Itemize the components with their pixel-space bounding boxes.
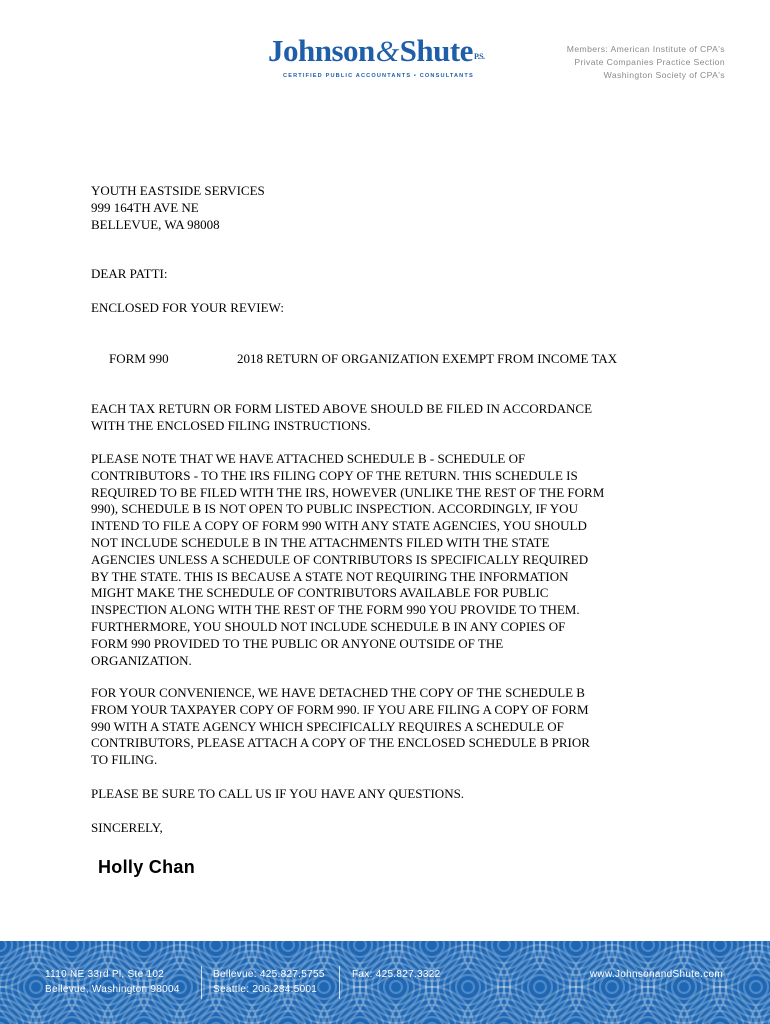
paragraph-line: EACH TAX RETURN OR FORM LISTED ABOVE SHOULD BE FILED IN ACCORDANCE (91, 401, 593, 416)
paragraph-line: MIGHT MAKE THE SCHEDULE OF CONTRIBUTORS AVAILABLE FOR PUBLIC (91, 585, 549, 601)
footer-fax: Fax: 425.827.3322 (352, 969, 441, 980)
paragraph-line: PLEASE NOTE THAT WE HAVE ATTACHED SCHEDULE B - SCHEDULE OF (91, 451, 526, 466)
paragraph-questions (91, 786, 651, 803)
memberships (567, 43, 725, 83)
footer-divider (201, 966, 202, 999)
paragraph-line: REQUIRED TO BE FILED WITH THE IRS, HOWEVER (UNLIKE THE REST OF THE FORM (91, 484, 605, 500)
membership-line: Washington Society of CPA's (603, 70, 725, 81)
firm-name: Johnson&ShuteP.S. (268, 33, 485, 68)
paragraph-schedule-b (91, 451, 651, 669)
paragraph-line: 990), SCHEDULE B IS NOT OPEN TO PUBLIC INSPECTION. ACCORDINGLY, IF YOU (91, 501, 578, 517)
firm-tagline: CERTIFIED PUBLIC ACCOUNTANTS • CONSULTANTS (283, 73, 474, 79)
paragraph-line: PLEASE BE SURE TO CALL US IF YOU HAVE ANY QUESTIONS. (91, 786, 465, 801)
salutation: DEAR PATTI: (91, 266, 168, 281)
paragraph-line: WITH THE ENCLOSED FILING INSTRUCTIONS. (91, 417, 371, 433)
paragraph-line: BY THE STATE. THIS IS BECAUSE A STATE NOT REQUIRING THE INFORMATION (91, 568, 569, 584)
paragraph-line: CONTRIBUTORS, PLEASE ATTACH A COPY OF THE ENCLOSED SCHEDULE B PRIOR (91, 735, 590, 751)
enclosed-intro: ENCLOSED FOR YOUR REVIEW: (91, 300, 284, 315)
paragraph-filing (91, 401, 651, 435)
closing: SINCERELY, (91, 820, 163, 835)
recipient-address (91, 182, 265, 233)
footer-band (0, 941, 770, 1024)
paragraph-convenience (91, 685, 651, 769)
footer-phones: Bellevue: 425.827.5755 Seattle: 206.284.5001 (213, 969, 325, 995)
footer-website-link[interactable]: www.JohnsonandShute.com (589, 969, 723, 980)
paragraph-line: FORM 990 PROVIDED TO THE PUBLIC OR ANYONE OUTSIDE OF THE (91, 635, 504, 651)
footer-divider (339, 966, 340, 999)
recipient-name: YOUTH EASTSIDE SERVICES (91, 183, 265, 198)
paragraph-line: INTEND TO FILE A COPY OF FORM 990 WITH ANY STATE AGENCIES, YOU SHOULD (91, 518, 587, 534)
paragraph-line: AGENCIES UNLESS A SCHEDULE OF CONTRIBUTORS IS SPECIFICALLY REQUIRED (91, 551, 589, 567)
membership-line: Private Companies Practice Section (574, 57, 725, 68)
paragraph-line: FROM YOUR TAXPAYER COPY OF FORM 990. IF YOU ARE FILING A COPY OF FORM (91, 701, 589, 717)
paragraph-line: 990 WITH A STATE AGENCY WHICH SPECIFICALLY REQUIRES A SCHEDULE OF (91, 718, 564, 734)
enclosure-description: 2018 RETURN OF ORGANIZATION EXEMPT FROM INCOME TAX (237, 351, 618, 366)
paragraph-line: ORGANIZATION. (91, 652, 192, 668)
firm-logo (268, 34, 502, 79)
enclosure-form: FORM 990 (109, 351, 169, 366)
paragraph-line: FOR YOUR CONVENIENCE, WE HAVE DETACHED THE COPY OF THE SCHEDULE B (91, 685, 585, 700)
paragraph-line: INSPECTION ALONG WITH THE REST OF THE FORM 990 YOU PROVIDE TO THEM. (91, 602, 580, 618)
membership-line: Members: American Institute of CPA's (566, 44, 725, 54)
paragraph-line: TO FILING. (91, 752, 158, 768)
recipient-street: 999 164TH AVE NE (91, 200, 199, 215)
footer-address: 1110 NE 33rd Pl, Ste 102 Bellevue, Washington 98004 (45, 969, 180, 995)
paragraph-line: FURTHERMORE, YOU SHOULD NOT INCLUDE SCHEDULE B IN ANY COPIES OF (91, 618, 566, 634)
recipient-city: BELLEVUE, WA 98008 (91, 217, 220, 232)
signature: Holly Chan (98, 857, 196, 877)
paragraph-line: CONTRIBUTORS - TO THE IRS FILING COPY OF THE RETURN. THIS SCHEDULE IS (91, 467, 578, 483)
paragraph-line: NOT INCLUDE SCHEDULE B IN THE ATTACHMENTS FILED WITH THE STATE (91, 534, 550, 550)
